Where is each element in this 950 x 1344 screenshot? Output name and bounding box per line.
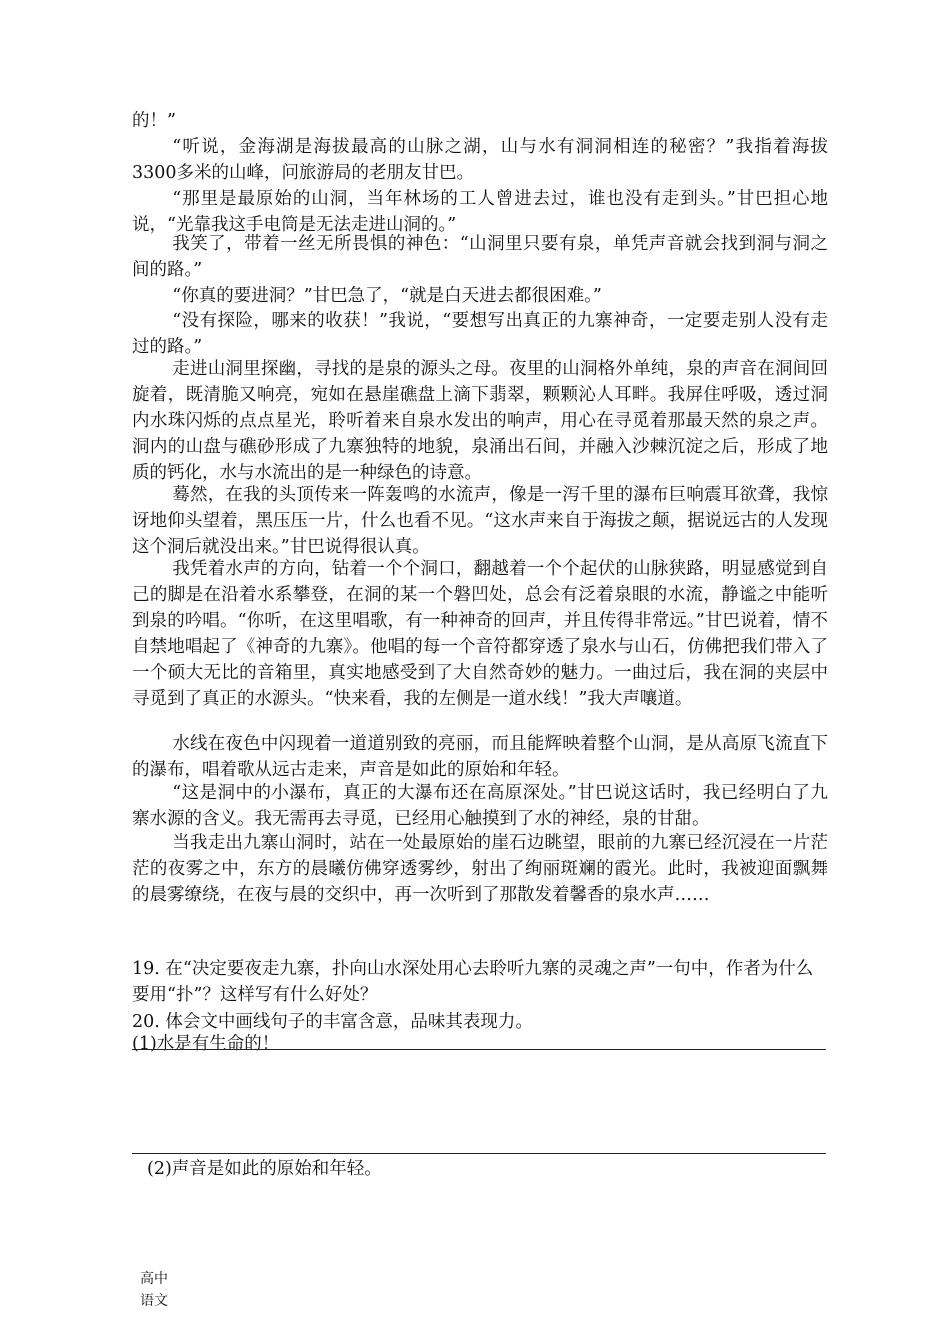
paragraph-1: “听说，金海湖是海拔最高的山脉之湖，山与水有洞洞相连的秘密？”我指着海拔3300多米的山峰，问旅游局的老朋友甘巴。 (132, 137, 828, 183)
paragraph-4: “你真的要进洞？”甘巴急了，“就是白天进去都很困难。” (172, 286, 602, 306)
sub-question-1: (1)水是有生命的！ (132, 1034, 280, 1054)
footer-label: 高中语文 (140, 1271, 168, 1309)
paragraph-5: “没有探险，哪来的收获！”我说，“要想写出真正的九寨神奇，一定要走别人没有走过的路。” (132, 311, 828, 357)
paragraph-9: 水线在夜色中闪现着一道道别致的亮丽，而且能辉映着整个山洞，是从高原飞流直下的瀑布，唱着歌从远古走来，声音是如此的原始和年轻。 (132, 734, 828, 780)
question-19: 19. 在“决定要夜走九寨，扑向山水深处用心去聆听九寨的灵魂之声”一句中，作者为什么要用“扑”？这样写有什么好处？ (132, 959, 814, 1005)
paragraph-11: 当我走出九寨山洞时，站在一处最原始的崖石边眺望，眼前的九寨已经沉浸在一片茫茫的夜雾之中，东方的晨曦仿佛穿透雾纱，射出了绚丽斑斓的霞光。此时，我被迎面飘舞的晨雾缭绕，在夜与晨的交织中，再一次听到了那散发着馨香的泉水声…… (132, 833, 828, 905)
question-20: 20. 体会文中画线句子的丰富含意，品味其表现力。 (132, 1012, 533, 1032)
paragraph-7: 蓦然，在我的头顶传来一阵轰鸣的水流声，像是一泻千里的瀑布巨响震耳欲聋，我惊讶地仰头望着，黑压压一片，什么也看不见。“这水声来自于海拔之颠，据说远古的人发现这个洞后就没出来。”甘巴说得很认真。 (132, 485, 828, 557)
paragraph-0: 的！” (132, 111, 176, 131)
answer-line-1[interactable] (132, 1049, 826, 1050)
sub-question-2: (2)声音是如此的原始和年轻。 (147, 1159, 382, 1179)
paragraph-3: 我笑了，带着一丝无所畏惧的神色：“山洞里只要有泉，单凭声音就会找到洞与洞之间的路。” (132, 234, 828, 280)
paragraph-8: 我凭着水声的方向，钻着一个个洞口，翻越着一个个起伏的山脉狭路，明显感觉到自己的脚是在沿着水系攀登，在洞的某一个磐凹处，总会有泛着泉眼的水流，静谧之中能听到泉的吟唱。“你听，在这里唱歌，有一种神奇的回声，并且传得非常远。”甘巴说着，情不自禁地唱起了《神奇的九寨》。他唱的每一个音符都穿透了泉水与山石，仿佛把我们带入了一个硕大无比的音箱里，真实地感受到了大自然奇妙的魅力。一曲过后，我在洞的夹层中寻觅到了真正的水源头。“快来看，我的左侧是一道水线！”我大声嚷道。 (132, 559, 828, 709)
paragraph-10: “这是洞中的小瀑布，真正的大瀑布还在高原深处。”甘巴说这话时，我已经明白了九寨水源的含义。我无需再去寻觅，已经用心触摸到了水的神经，泉的甘甜。 (132, 783, 828, 829)
answer-line-2[interactable] (132, 1153, 826, 1154)
paragraph-2: “那里是最原始的山洞，当年林场的工人曾进去过，谁也没有走到头。”甘巴担心地说，“光靠我这手电筒是无法走进山洞的。” (132, 189, 828, 235)
paragraph-6: 走进山洞里探幽，寻找的是泉的源头之母。夜里的山洞格外单纯，泉的声音在洞间回旋着，既清脆又响亮，宛如在悬崖礁盘上滴下翡翠，颗颗沁人耳畔。我屏住呼吸，透过洞内水珠闪烁的点点星光，聆听着来自泉水发出的响声，用心在寻觅着那最天然的泉之声。洞内的山盘与礁砂形成了九寨独特的地貌，泉涌出石间，并融入沙棘沉淀之后，形成了地质的钙化，水与水流出的是一种绿色的诗意。 (132, 359, 828, 483)
